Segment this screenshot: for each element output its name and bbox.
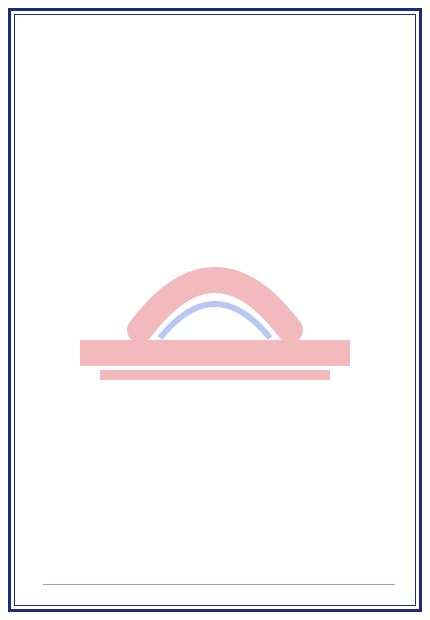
page-inner-border	[14, 14, 416, 606]
page-footer	[43, 587, 47, 597]
footer-divider	[43, 584, 395, 585]
document-body	[43, 44, 395, 50]
page-border	[8, 8, 422, 612]
page-header	[30, 26, 400, 37]
